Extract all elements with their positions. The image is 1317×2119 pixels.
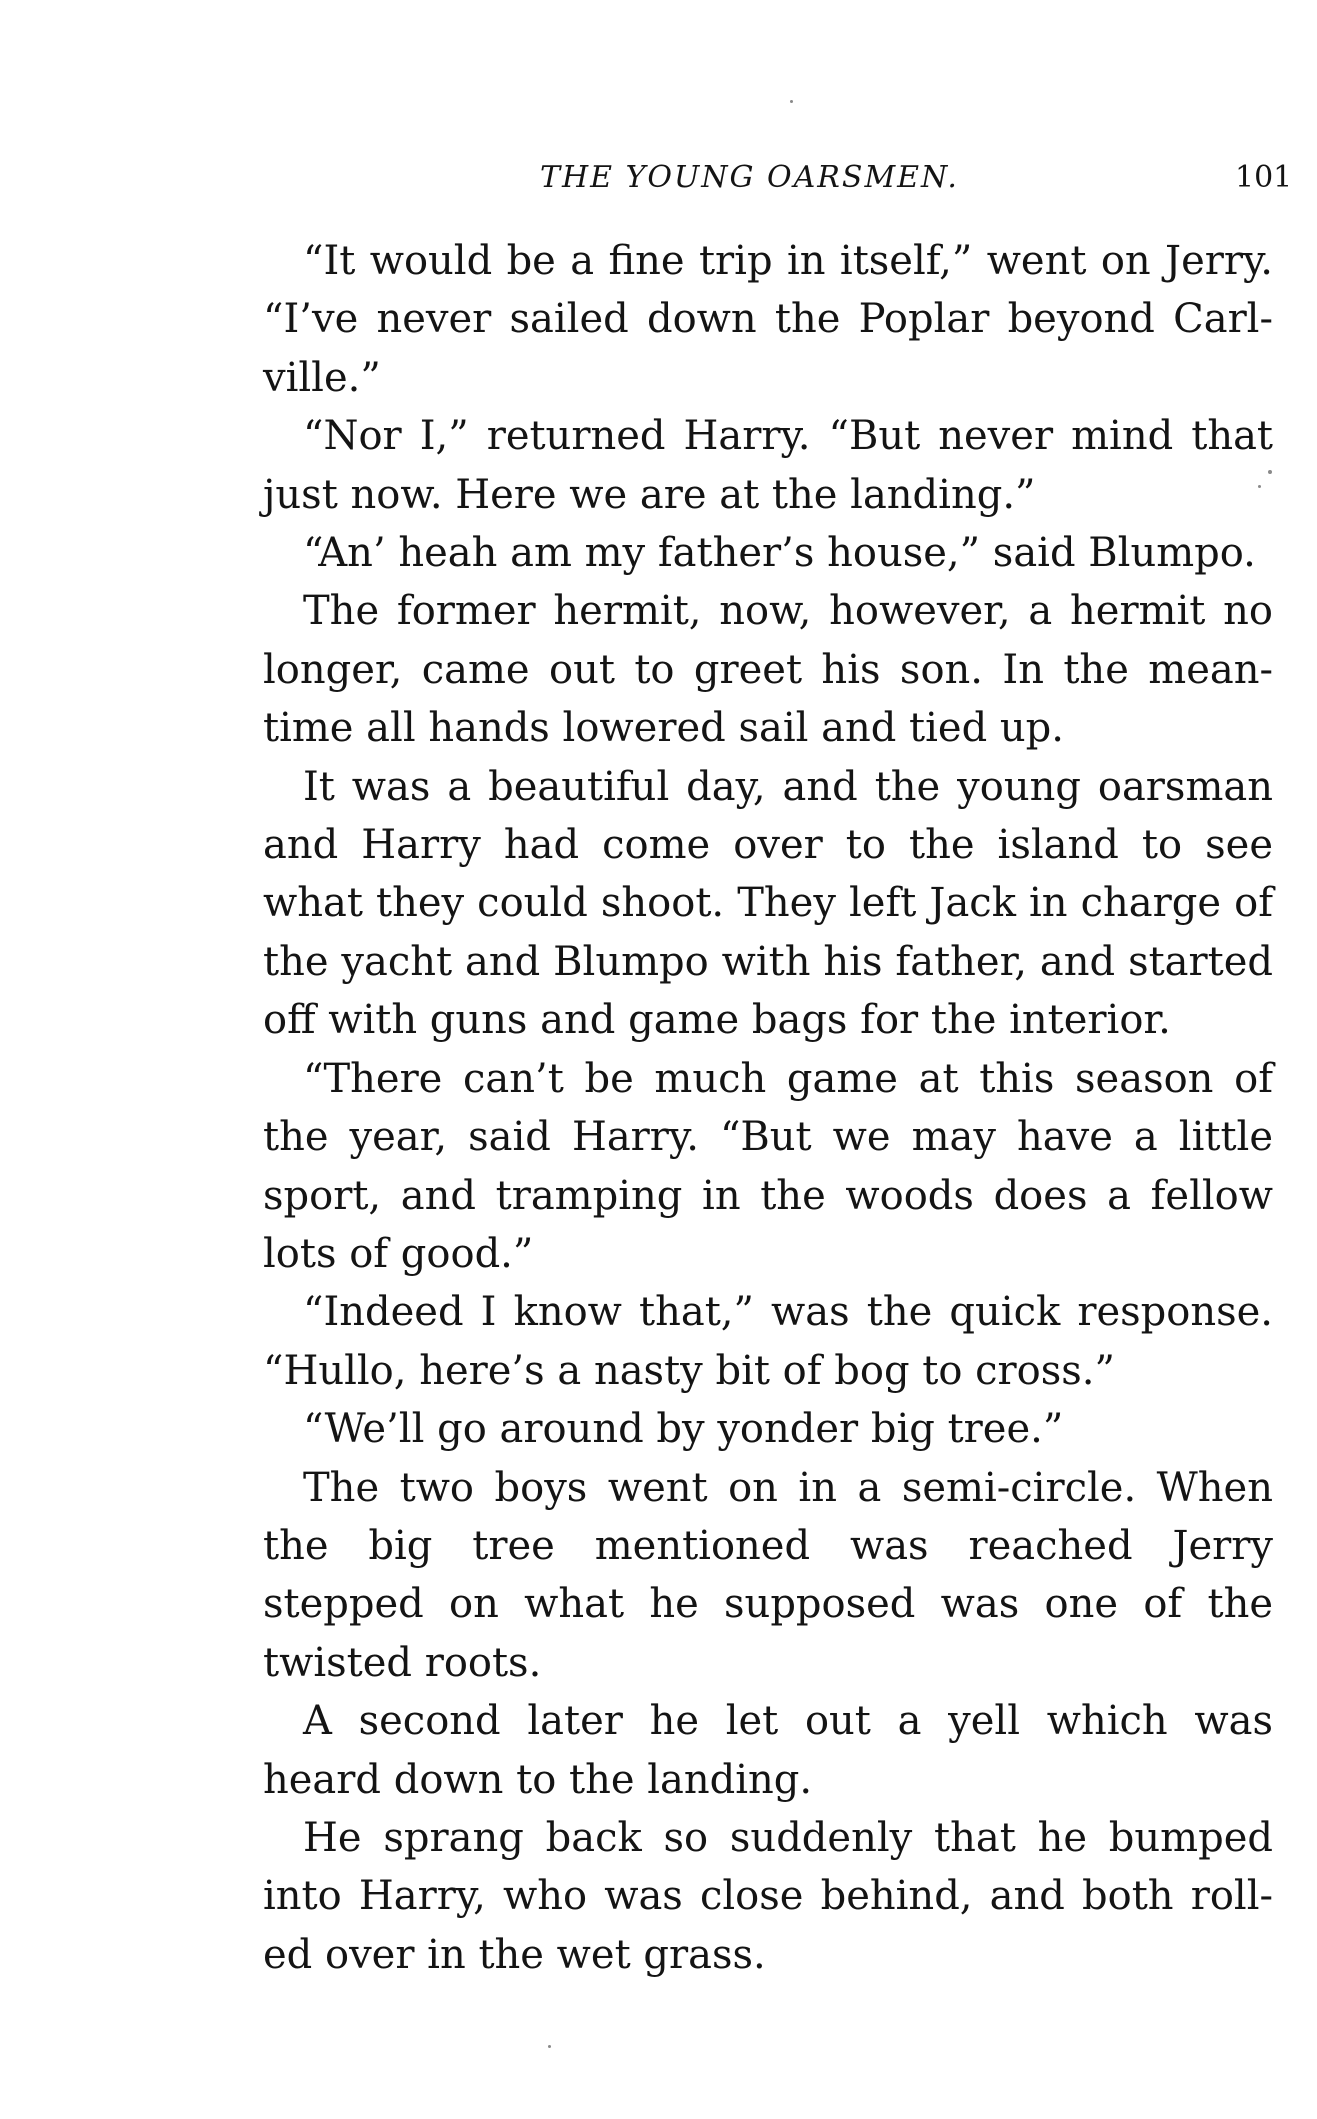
paragraph: A second later he let out a yell which was heard down to the landing. [263,1698,1273,1803]
paragraph: “We’ll go around by yonder big tree.” [303,1406,1064,1453]
running-head [0,160,1317,200]
paragraph: He sprang back so suddenly that he bumped into Harry, who was close behind, and both rolled over in the wet grass. [263,1814,1273,1978]
paragraph: “An’ heah am my father’s house,” said Blumpo. [303,530,1256,577]
paragraph: It was a beautiful day, and the young oarsman and Harry had come over to the island to see what they could shoot. They left Jack in charge of the yacht and Blumpo with his father, and started off with guns and game bags for the interior. [263,763,1273,1044]
scan-speck [790,100,793,103]
paragraph: The two boys went on in a semi-circle. When the big tree mentioned was reached Jerry stepped on what he supposed was one of the twisted roots. [263,1464,1273,1686]
paragraph: “There can’t be much game at this season of the year, said Harry. “But we may have a little sport, and tramping in the woods does a fellow lots of good.” [263,1055,1273,1277]
paragraph: “Indeed I know that,” was the quick response. “Hullo, here’s a nasty bit of bog to cross.” [263,1289,1273,1394]
body-text [263,232,1273,1984]
running-title: THE YOUNG OARSMEN. [540,160,959,195]
scan-speck [1258,485,1261,488]
scan-speck [1268,470,1272,474]
scan-speck [548,2045,551,2048]
paragraph: “It would be a fine trip in itself,” went on Jerry. “I’ve never sailed down the Poplar beyond Carlville.” [263,238,1273,401]
paragraph: The former hermit, now, however, a hermit no longer, came out to greet his son. In the meantime all hands lowered sail and tied up. [263,588,1273,752]
paragraph: “Nor I,” returned Harry. “But never mind that just now. Here we are at the landing.” [263,413,1273,518]
page-number: 101 [1235,160,1293,195]
